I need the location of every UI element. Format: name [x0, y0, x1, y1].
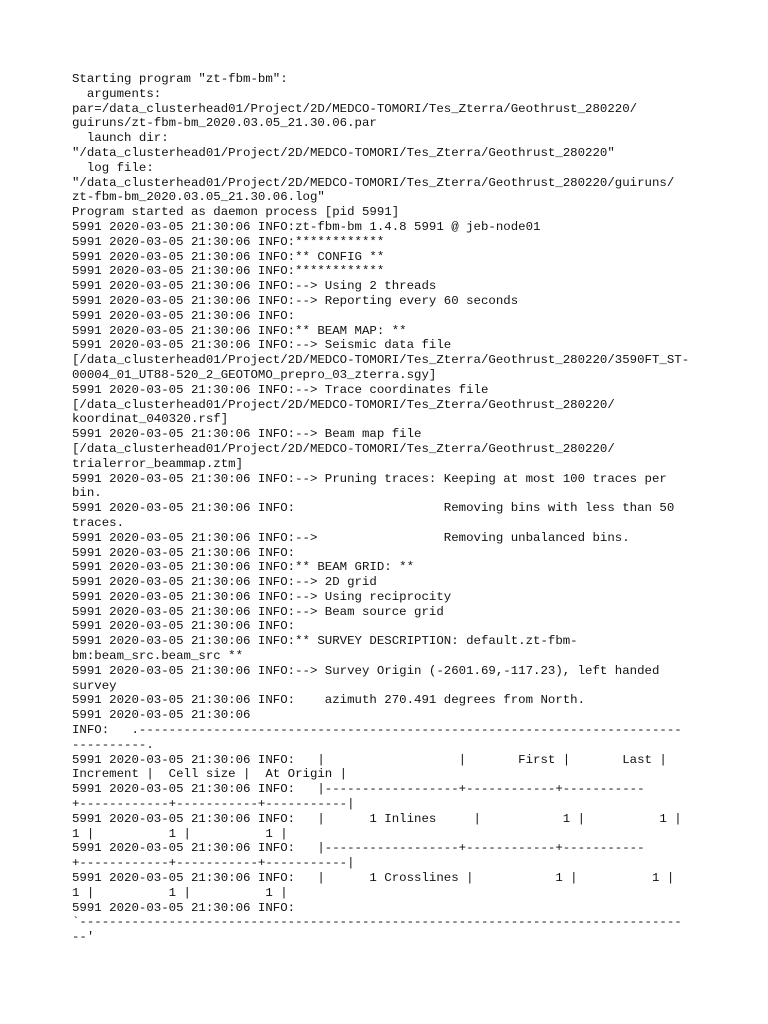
- log-line: 5991 2020-03-05 21:30:06 INFO:************: [72, 234, 385, 249]
- log-document: [72, 72, 712, 945]
- log-line: 5991 2020-03-05 21:30:06 INFO:--> Pruning traces: Keeping at most 100 traces per: [72, 471, 667, 486]
- log-line: zt-fbm-bm_2020.03.05_21.30.06.log": [72, 190, 325, 205]
- log-line: bm:beam_src.beam_src **: [72, 649, 244, 664]
- log-line: 5991 2020-03-05 21:30:06 INFO:--> Trace coordinates file: [72, 382, 489, 397]
- log-line: 5991 2020-03-05 21:30:06 INFO:--> Seismic data file: [72, 338, 452, 353]
- log-line: 5991 2020-03-05 21:30:06 INFO: | 1 Crosslines | 1 | 1 |: [72, 871, 675, 886]
- log-line: 5991 2020-03-05 21:30:06 INFO:: [72, 900, 296, 915]
- log-line: +------------+-----------+-----------|: [72, 856, 355, 871]
- log-line: launch dir:: [72, 131, 169, 146]
- log-line: 5991 2020-03-05 21:30:06 INFO:--> Survey Origin (-2601.69,-117.23), left handed: [72, 663, 660, 678]
- log-line: bin.: [72, 486, 102, 501]
- log-line: 5991 2020-03-05 21:30:06 INFO: |------------------+------------+-----------: [72, 841, 645, 856]
- log-line: Starting program "zt-fbm-bm":: [72, 72, 288, 86]
- log-line: trialerror_beammap.ztm]: [72, 456, 244, 471]
- log-line: 5991 2020-03-05 21:30:06 INFO: | | First | Last |: [72, 752, 667, 767]
- log-line: "/data_clusterhead01/Project/2D/MEDCO-TOMORI/Tes_Zterra/Geothrust_280220": [72, 145, 615, 160]
- log-line: traces.: [72, 515, 125, 530]
- log-line: [/data_clusterhead01/Project/2D/MEDCO-TOMORI/Tes_Zterra/Geothrust_280220/3590FT_ST-: [72, 353, 690, 368]
- log-line: 5991 2020-03-05 21:30:06 INFO:--> Beam map file: [72, 427, 422, 442]
- log-line: 5991 2020-03-05 21:30:06 INFO: | 1 Inlines | 1 | 1 |: [72, 811, 682, 826]
- log-line: 5991 2020-03-05 21:30:06 INFO: azimuth 270.491 degrees from North.: [72, 693, 586, 708]
- log-line: --': [72, 930, 95, 945]
- log-line: 5991 2020-03-05 21:30:06 INFO:--> Using 2 threads: [72, 279, 437, 294]
- log-line: [/data_clusterhead01/Project/2D/MEDCO-TOMORI/Tes_Zterra/Geothrust_280220/: [72, 441, 615, 456]
- log-line: 5991 2020-03-05 21:30:06 INFO: |------------------+------------+-----------: [72, 782, 645, 797]
- log-line: guiruns/zt-fbm-bm_2020.03.05_21.30.06.par: [72, 116, 377, 131]
- log-line: koordinat_040320.rsf]: [72, 412, 229, 427]
- log-line: 5991 2020-03-05 21:30:06 INFO:--> Removing unbalanced bins.: [72, 530, 630, 545]
- log-line: ----------.: [72, 737, 154, 752]
- log-line: +------------+-----------+-----------|: [72, 797, 355, 812]
- log-line: 1 | 1 | 1 |: [72, 826, 288, 841]
- log-line: log file:: [72, 160, 154, 175]
- log-line: 5991 2020-03-05 21:30:06 INFO:--> Beam source grid: [72, 604, 444, 619]
- log-line: 5991 2020-03-05 21:30:06 INFO:: [72, 619, 296, 634]
- log-line: 5991 2020-03-05 21:30:06 INFO:--> Reporting every 60 seconds: [72, 293, 519, 308]
- log-line: 1 | 1 | 1 |: [72, 885, 288, 900]
- log-line: 5991 2020-03-05 21:30:06: [72, 708, 251, 723]
- log-line: "/data_clusterhead01/Project/2D/MEDCO-TOMORI/Tes_Zterra/Geothrust_280220/guiruns/: [72, 175, 675, 190]
- log-line: 5991 2020-03-05 21:30:06 INFO:: [72, 545, 296, 560]
- log-line: 5991 2020-03-05 21:30:06 INFO:** BEAM GRID: **: [72, 560, 415, 575]
- log-line: 5991 2020-03-05 21:30:06 INFO:--> Using reciprocity: [72, 589, 452, 604]
- log-line: [/data_clusterhead01/Project/2D/MEDCO-TOMORI/Tes_Zterra/Geothrust_280220/: [72, 397, 615, 412]
- log-line: 5991 2020-03-05 21:30:06 INFO:: [72, 308, 296, 323]
- log-line: 5991 2020-03-05 21:30:06 INFO:************: [72, 264, 385, 279]
- log-line: 5991 2020-03-05 21:30:06 INFO:** BEAM MAP: **: [72, 323, 407, 338]
- log-line: 5991 2020-03-05 21:30:06 INFO:zt-fbm-bm 1.4.8 5991 @ jeb-node01: [72, 219, 541, 234]
- log-line: INFO: .-------------------------------------------------------------------------: [72, 723, 682, 738]
- log-line: `---------------------------------------------------------------------------------: [72, 915, 682, 930]
- log-line: arguments:: [72, 86, 162, 101]
- log-line: Increment | Cell size | At Origin |: [72, 767, 348, 782]
- log-line: 5991 2020-03-05 21:30:06 INFO: Removing bins with less than 50: [72, 501, 675, 516]
- log-line: survey: [72, 678, 117, 693]
- log-line: 5991 2020-03-05 21:30:06 INFO:--> 2D grid: [72, 575, 377, 590]
- log-line: 5991 2020-03-05 21:30:06 INFO:** CONFIG **: [72, 249, 385, 264]
- log-line: par=/data_clusterhead01/Project/2D/MEDCO-TOMORI/Tes_Zterra/Geothrust_280220/: [72, 101, 638, 116]
- log-line: 00004_01_UT88-520_2_GEOTOMO_prepro_03_zterra.sgy]: [72, 367, 437, 382]
- log-line: 5991 2020-03-05 21:30:06 INFO:** SURVEY DESCRIPTION: default.zt-fbm-: [72, 634, 578, 649]
- log-line: Program started as daemon process [pid 5991]: [72, 205, 400, 220]
